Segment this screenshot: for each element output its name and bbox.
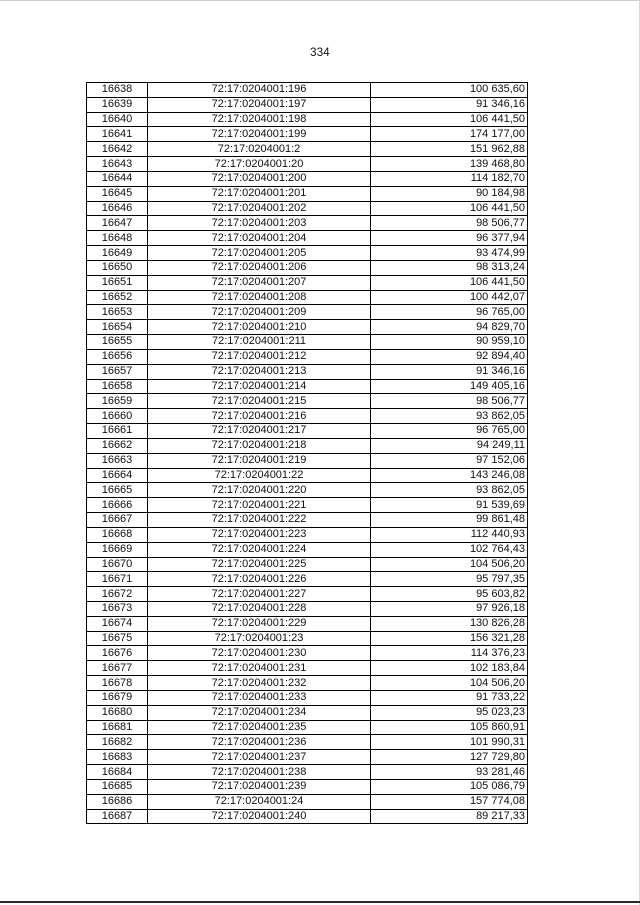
cadastral-value-cell: 91 346,16 — [371, 97, 528, 112]
table-row — [87, 527, 528, 542]
table-row — [87, 794, 528, 809]
row-number-cell: 16658 — [87, 379, 148, 394]
table-row — [87, 705, 528, 720]
cadastral-value-cell: 96 765,00 — [371, 424, 528, 439]
cadastral-number-cell: 72:17:0204001:24 — [148, 794, 371, 809]
row-number-cell: 16684 — [87, 765, 148, 780]
cadastral-number-cell: 72:17:0204001:2 — [148, 142, 371, 157]
cadastral-number-cell: 72:17:0204001:225 — [148, 557, 371, 572]
cadastral-number-cell: 72:17:0204001:217 — [148, 424, 371, 439]
cadastral-value-cell: 100 635,60 — [371, 83, 528, 98]
row-number-cell: 16686 — [87, 794, 148, 809]
row-number-cell: 16662 — [87, 438, 148, 453]
cadastral-value-cell: 91 539,69 — [371, 498, 528, 513]
cadastral-number-cell: 72:17:0204001:20 — [148, 157, 371, 172]
cadastral-number-cell: 72:17:0204001:231 — [148, 661, 371, 676]
row-number-cell: 16680 — [87, 705, 148, 720]
row-number-cell: 16647 — [87, 216, 148, 231]
table-row — [87, 572, 528, 587]
cadastral-value-cell: 95 023,23 — [371, 705, 528, 720]
cadastral-number-cell: 72:17:0204001:222 — [148, 513, 371, 528]
row-number-cell: 16685 — [87, 779, 148, 794]
cadastral-value-cell: 101 990,31 — [371, 735, 528, 750]
row-number-cell: 16669 — [87, 542, 148, 557]
cadastral-number-cell: 72:17:0204001:232 — [148, 676, 371, 691]
cadastral-value-cell: 97 926,18 — [371, 601, 528, 616]
row-number-cell: 16645 — [87, 186, 148, 201]
table-row — [87, 646, 528, 661]
cadastral-value-cell: 93 862,05 — [371, 483, 528, 498]
table-row — [87, 394, 528, 409]
cadastral-number-cell: 72:17:0204001:208 — [148, 290, 371, 305]
table-row — [87, 275, 528, 290]
cadastral-value-cell: 96 377,94 — [371, 231, 528, 246]
cadastral-number-cell: 72:17:0204001:221 — [148, 498, 371, 513]
cadastral-value-cell: 91 346,16 — [371, 364, 528, 379]
row-number-cell: 16649 — [87, 246, 148, 261]
cadastral-value-cell: 92 894,40 — [371, 349, 528, 364]
cadastral-value-cell: 130 826,28 — [371, 616, 528, 631]
cadastral-number-cell: 72:17:0204001:209 — [148, 305, 371, 320]
row-number-cell: 16677 — [87, 661, 148, 676]
cadastral-value-cell: 95 603,82 — [371, 587, 528, 602]
row-number-cell: 16671 — [87, 572, 148, 587]
table-row — [87, 498, 528, 513]
cadastral-value-cell: 156 321,28 — [371, 631, 528, 646]
table-row — [87, 201, 528, 216]
row-number-cell: 16644 — [87, 171, 148, 186]
cadastral-value-cell: 102 764,43 — [371, 542, 528, 557]
cadastral-number-cell: 72:17:0204001:239 — [148, 779, 371, 794]
table-row — [87, 364, 528, 379]
cadastral-value-cell: 143 246,08 — [371, 468, 528, 483]
row-number-cell: 16643 — [87, 157, 148, 172]
table-row — [87, 409, 528, 424]
row-number-cell: 16678 — [87, 676, 148, 691]
cadastral-value-cell: 97 152,06 — [371, 453, 528, 468]
cadastral-value-cell: 98 313,24 — [371, 260, 528, 275]
cadastral-value-cell: 104 506,20 — [371, 557, 528, 572]
table-row — [87, 468, 528, 483]
cadastral-number-cell: 72:17:0204001:219 — [148, 453, 371, 468]
table-row — [87, 379, 528, 394]
row-number-cell: 16661 — [87, 424, 148, 439]
table-row — [87, 765, 528, 780]
row-number-cell: 16682 — [87, 735, 148, 750]
table-row — [87, 290, 528, 305]
cadastral-number-cell: 72:17:0204001:205 — [148, 246, 371, 261]
row-number-cell: 16640 — [87, 112, 148, 127]
cadastral-number-cell: 72:17:0204001:201 — [148, 186, 371, 201]
row-number-cell: 16687 — [87, 809, 148, 824]
cadastral-value-cell: 105 086,79 — [371, 779, 528, 794]
cadastral-value-table — [86, 82, 528, 824]
cadastral-number-cell: 72:17:0204001:206 — [148, 260, 371, 275]
cadastral-number-cell: 72:17:0204001:22 — [148, 468, 371, 483]
cadastral-value-cell: 94 249,11 — [371, 438, 528, 453]
table-row — [87, 424, 528, 439]
cadastral-value-cell: 104 506,20 — [371, 676, 528, 691]
scan-edge-bottom — [0, 901, 640, 903]
table-row — [87, 631, 528, 646]
row-number-cell: 16655 — [87, 335, 148, 350]
row-number-cell: 16650 — [87, 260, 148, 275]
row-number-cell: 16657 — [87, 364, 148, 379]
row-number-cell: 16676 — [87, 646, 148, 661]
table-row — [87, 97, 528, 112]
page-number: 334 — [310, 47, 330, 59]
cadastral-number-cell: 72:17:0204001:237 — [148, 750, 371, 765]
row-number-cell: 16681 — [87, 720, 148, 735]
cadastral-value-cell: 91 733,22 — [371, 690, 528, 705]
row-number-cell: 16666 — [87, 498, 148, 513]
table-row — [87, 601, 528, 616]
cadastral-value-cell: 114 182,70 — [371, 171, 528, 186]
cadastral-number-cell: 72:17:0204001:226 — [148, 572, 371, 587]
cadastral-number-cell: 72:17:0204001:224 — [148, 542, 371, 557]
row-number-cell: 16667 — [87, 513, 148, 528]
cadastral-number-cell: 72:17:0204001:198 — [148, 112, 371, 127]
cadastral-number-cell: 72:17:0204001:212 — [148, 349, 371, 364]
cadastral-number-cell: 72:17:0204001:236 — [148, 735, 371, 750]
cadastral-value-cell: 93 474,99 — [371, 246, 528, 261]
table-row — [87, 349, 528, 364]
cadastral-number-cell: 72:17:0204001:235 — [148, 720, 371, 735]
cadastral-value-cell: 90 184,98 — [371, 186, 528, 201]
table-body — [87, 83, 528, 824]
table-row — [87, 809, 528, 824]
row-number-cell: 16665 — [87, 483, 148, 498]
cadastral-value-cell: 112 440,93 — [371, 527, 528, 542]
cadastral-value-cell: 127 729,80 — [371, 750, 528, 765]
cadastral-number-cell: 72:17:0204001:233 — [148, 690, 371, 705]
table-row — [87, 661, 528, 676]
table-row — [87, 320, 528, 335]
row-number-cell: 16642 — [87, 142, 148, 157]
cadastral-number-cell: 72:17:0204001:230 — [148, 646, 371, 661]
table-row — [87, 260, 528, 275]
row-number-cell: 16674 — [87, 616, 148, 631]
table-row — [87, 335, 528, 350]
cadastral-number-cell: 72:17:0204001:214 — [148, 379, 371, 394]
row-number-cell: 16672 — [87, 587, 148, 602]
cadastral-number-cell: 72:17:0204001:227 — [148, 587, 371, 602]
cadastral-value-cell: 99 861,48 — [371, 513, 528, 528]
table-row — [87, 735, 528, 750]
table-row — [87, 112, 528, 127]
cadastral-number-cell: 72:17:0204001:223 — [148, 527, 371, 542]
cadastral-value-cell: 139 468,80 — [371, 157, 528, 172]
cadastral-value-cell: 98 506,77 — [371, 216, 528, 231]
cadastral-number-cell: 72:17:0204001:211 — [148, 335, 371, 350]
table-row — [87, 453, 528, 468]
table-row — [87, 231, 528, 246]
row-number-cell: 16675 — [87, 631, 148, 646]
cadastral-value-cell: 106 441,50 — [371, 112, 528, 127]
row-number-cell: 16668 — [87, 527, 148, 542]
row-number-cell: 16663 — [87, 453, 148, 468]
cadastral-number-cell: 72:17:0204001:200 — [148, 171, 371, 186]
row-number-cell: 16659 — [87, 394, 148, 409]
row-number-cell: 16673 — [87, 601, 148, 616]
row-number-cell: 16664 — [87, 468, 148, 483]
row-number-cell: 16638 — [87, 83, 148, 98]
row-number-cell: 16654 — [87, 320, 148, 335]
cadastral-value-cell: 174 177,00 — [371, 127, 528, 142]
row-number-cell: 16683 — [87, 750, 148, 765]
cadastral-value-cell: 105 860,91 — [371, 720, 528, 735]
table-row — [87, 750, 528, 765]
cadastral-number-cell: 72:17:0204001:199 — [148, 127, 371, 142]
cadastral-number-cell: 72:17:0204001:218 — [148, 438, 371, 453]
row-number-cell: 16641 — [87, 127, 148, 142]
cadastral-value-cell: 98 506,77 — [371, 394, 528, 409]
table-row — [87, 216, 528, 231]
table-row — [87, 305, 528, 320]
table-row — [87, 513, 528, 528]
cadastral-number-cell: 72:17:0204001:240 — [148, 809, 371, 824]
table-row — [87, 779, 528, 794]
row-number-cell: 16653 — [87, 305, 148, 320]
table-row — [87, 542, 528, 557]
cadastral-number-cell: 72:17:0204001:210 — [148, 320, 371, 335]
row-number-cell: 16651 — [87, 275, 148, 290]
cadastral-value-cell: 93 862,05 — [371, 409, 528, 424]
cadastral-value-cell: 90 959,10 — [371, 335, 528, 350]
table-row — [87, 127, 528, 142]
table-row — [87, 186, 528, 201]
cadastral-value-cell: 106 441,50 — [371, 275, 528, 290]
cadastral-number-cell: 72:17:0204001:213 — [148, 364, 371, 379]
cadastral-value-cell: 93 281,46 — [371, 765, 528, 780]
row-number-cell: 16679 — [87, 690, 148, 705]
table-row — [87, 616, 528, 631]
row-number-cell: 16652 — [87, 290, 148, 305]
cadastral-value-cell: 157 774,08 — [371, 794, 528, 809]
cadastral-number-cell: 72:17:0204001:197 — [148, 97, 371, 112]
cadastral-value-cell: 89 217,33 — [371, 809, 528, 824]
cadastral-value-cell: 96 765,00 — [371, 305, 528, 320]
table-row — [87, 142, 528, 157]
table-row — [87, 438, 528, 453]
cadastral-number-cell: 72:17:0204001:204 — [148, 231, 371, 246]
table-row — [87, 157, 528, 172]
cadastral-number-cell: 72:17:0204001:202 — [148, 201, 371, 216]
cadastral-number-cell: 72:17:0204001:215 — [148, 394, 371, 409]
row-number-cell: 16660 — [87, 409, 148, 424]
row-number-cell: 16670 — [87, 557, 148, 572]
table-row — [87, 557, 528, 572]
scan-edge-top — [0, 0, 640, 1]
cadastral-value-cell: 95 797,35 — [371, 572, 528, 587]
cadastral-value-cell: 100 442,07 — [371, 290, 528, 305]
table-row — [87, 83, 528, 98]
table-row — [87, 246, 528, 261]
cadastral-number-cell: 72:17:0204001:229 — [148, 616, 371, 631]
table-row — [87, 483, 528, 498]
cadastral-number-cell: 72:17:0204001:220 — [148, 483, 371, 498]
table-row — [87, 171, 528, 186]
cadastral-number-cell: 72:17:0204001:207 — [148, 275, 371, 290]
cadastral-value-cell: 102 183,84 — [371, 661, 528, 676]
cadastral-value-cell: 114 376,23 — [371, 646, 528, 661]
cadastral-number-cell: 72:17:0204001:234 — [148, 705, 371, 720]
cadastral-number-cell: 72:17:0204001:228 — [148, 601, 371, 616]
table-row — [87, 676, 528, 691]
cadastral-value-cell: 149 405,16 — [371, 379, 528, 394]
table-row — [87, 720, 528, 735]
row-number-cell: 16648 — [87, 231, 148, 246]
cadastral-number-cell: 72:17:0204001:216 — [148, 409, 371, 424]
cadastral-number-cell: 72:17:0204001:238 — [148, 765, 371, 780]
cadastral-value-cell: 106 441,50 — [371, 201, 528, 216]
cadastral-number-cell: 72:17:0204001:196 — [148, 83, 371, 98]
cadastral-number-cell: 72:17:0204001:203 — [148, 216, 371, 231]
row-number-cell: 16639 — [87, 97, 148, 112]
row-number-cell: 16646 — [87, 201, 148, 216]
cadastral-value-cell: 151 962,88 — [371, 142, 528, 157]
cadastral-number-cell: 72:17:0204001:23 — [148, 631, 371, 646]
table-row — [87, 587, 528, 602]
table-row — [87, 690, 528, 705]
row-number-cell: 16656 — [87, 349, 148, 364]
cadastral-value-cell: 94 829,70 — [371, 320, 528, 335]
